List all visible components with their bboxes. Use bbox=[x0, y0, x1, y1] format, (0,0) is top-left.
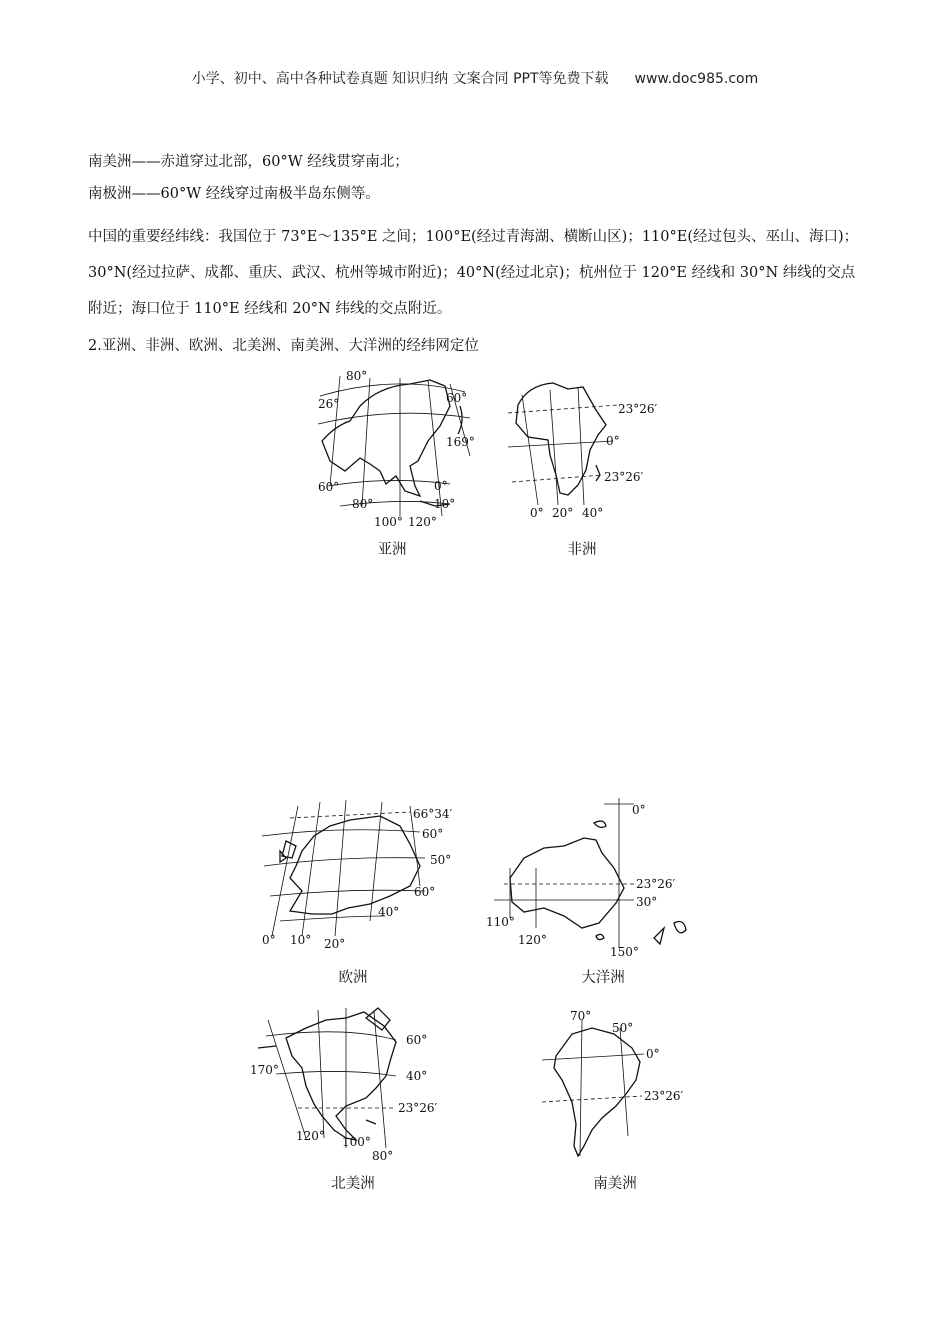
na-label-1: 60° bbox=[406, 1033, 428, 1047]
asia-label-5: 60° bbox=[318, 480, 340, 494]
asia-caption: 亚洲 bbox=[377, 542, 407, 558]
europe-label-7: 10° bbox=[290, 933, 312, 947]
na-label-3: 40° bbox=[406, 1069, 428, 1083]
na-label-7: 80° bbox=[372, 1149, 394, 1163]
north-america-map bbox=[246, 998, 446, 1168]
asia-label-4: 169° bbox=[446, 435, 475, 449]
asia-label-7: 80° bbox=[352, 497, 374, 511]
header-site: www.doc985.com bbox=[634, 71, 759, 87]
na-label-6: 100° bbox=[342, 1135, 371, 1149]
africa-map bbox=[508, 375, 658, 525]
asia-label-1: 80° bbox=[346, 369, 368, 383]
africa-label-2: 0° bbox=[606, 434, 620, 448]
europe-label-3: 50° bbox=[430, 853, 452, 867]
paragraph-antarctica: 南极洲——60°W 经线穿过南极半岛东侧等。 bbox=[88, 186, 380, 202]
na-label-5: 120° bbox=[296, 1129, 325, 1143]
europe-label-8: 20° bbox=[324, 937, 346, 951]
europe-label-6: 0° bbox=[262, 933, 276, 947]
na-label-2: 170° bbox=[250, 1063, 279, 1077]
europe-label-1: 66°34′ bbox=[413, 807, 453, 821]
page-header bbox=[0, 68, 950, 88]
europe-label-2: 60° bbox=[422, 827, 444, 841]
oceania-caption: 大洋洲 bbox=[581, 970, 625, 986]
africa-label-5: 20° bbox=[552, 506, 574, 520]
asia-label-8: 10° bbox=[434, 497, 456, 511]
south-america-map bbox=[532, 1006, 702, 1166]
africa-label-6: 40° bbox=[582, 506, 604, 520]
europe-map bbox=[250, 796, 470, 956]
europe-label-5: 40° bbox=[378, 905, 400, 919]
sa-label-1: 70° bbox=[570, 1009, 592, 1023]
asia-label-3: 60° bbox=[446, 391, 468, 405]
asia-label-2: 26° bbox=[318, 397, 340, 411]
paragraph-china-lines: 中国的重要经纬线：我国位于 73°E～135°E 之间；100°E(经过青海湖、横断山区)；110°E(经过包头、巫山、海口)；30°N(经过拉萨、成都、重庆、武汉、杭州等城市附近)；40°N(经过北京)；杭州位于 120°E 经线和 30°N 纬线的交点附近；海口位于 110°E 经线和 20°N 纬线的交点附近。 bbox=[88, 229, 859, 317]
oceania-label-1: 0° bbox=[632, 803, 646, 817]
africa-label-3: 23°26′ bbox=[604, 470, 644, 484]
asia-label-9: 100° bbox=[374, 515, 403, 529]
sa-label-2: 50° bbox=[612, 1021, 634, 1035]
south-america-caption: 南美洲 bbox=[593, 1176, 637, 1192]
paragraph-south-america: 南美洲——赤道穿过北部，60°W 经线贯穿南北； bbox=[88, 154, 409, 170]
header-text: 小学、初中、高中各种试卷真题 知识归纳 文案合同 PPT等免费下载 bbox=[191, 71, 609, 87]
africa-label-1: 23°26′ bbox=[618, 402, 658, 416]
paragraph-section-title: 2.亚洲、非洲、欧洲、北美洲、南美洲、大洋洲的经纬网定位 bbox=[88, 338, 479, 354]
oceania-label-2: 23°26′ bbox=[636, 877, 676, 891]
oceania-label-3: 30° bbox=[636, 895, 658, 909]
oceania-label-4: 110° bbox=[486, 915, 515, 929]
sa-label-4: 23°26′ bbox=[644, 1089, 684, 1103]
asia-label-6: 0° bbox=[434, 479, 448, 493]
oceania-label-5: 120° bbox=[518, 933, 547, 947]
europe-label-4: 60° bbox=[414, 885, 436, 899]
asia-map bbox=[300, 366, 490, 531]
africa-label-4: 0° bbox=[530, 506, 544, 520]
oceania-map bbox=[484, 798, 704, 963]
asia-label-10: 120° bbox=[408, 515, 437, 529]
north-america-caption: 北美洲 bbox=[331, 1176, 375, 1192]
na-label-4: 23°26′ bbox=[398, 1101, 438, 1115]
europe-caption: 欧洲 bbox=[338, 970, 368, 986]
sa-label-3: 0° bbox=[646, 1047, 660, 1061]
africa-caption: 非洲 bbox=[567, 542, 597, 558]
oceania-label-6: 150° bbox=[610, 945, 639, 959]
